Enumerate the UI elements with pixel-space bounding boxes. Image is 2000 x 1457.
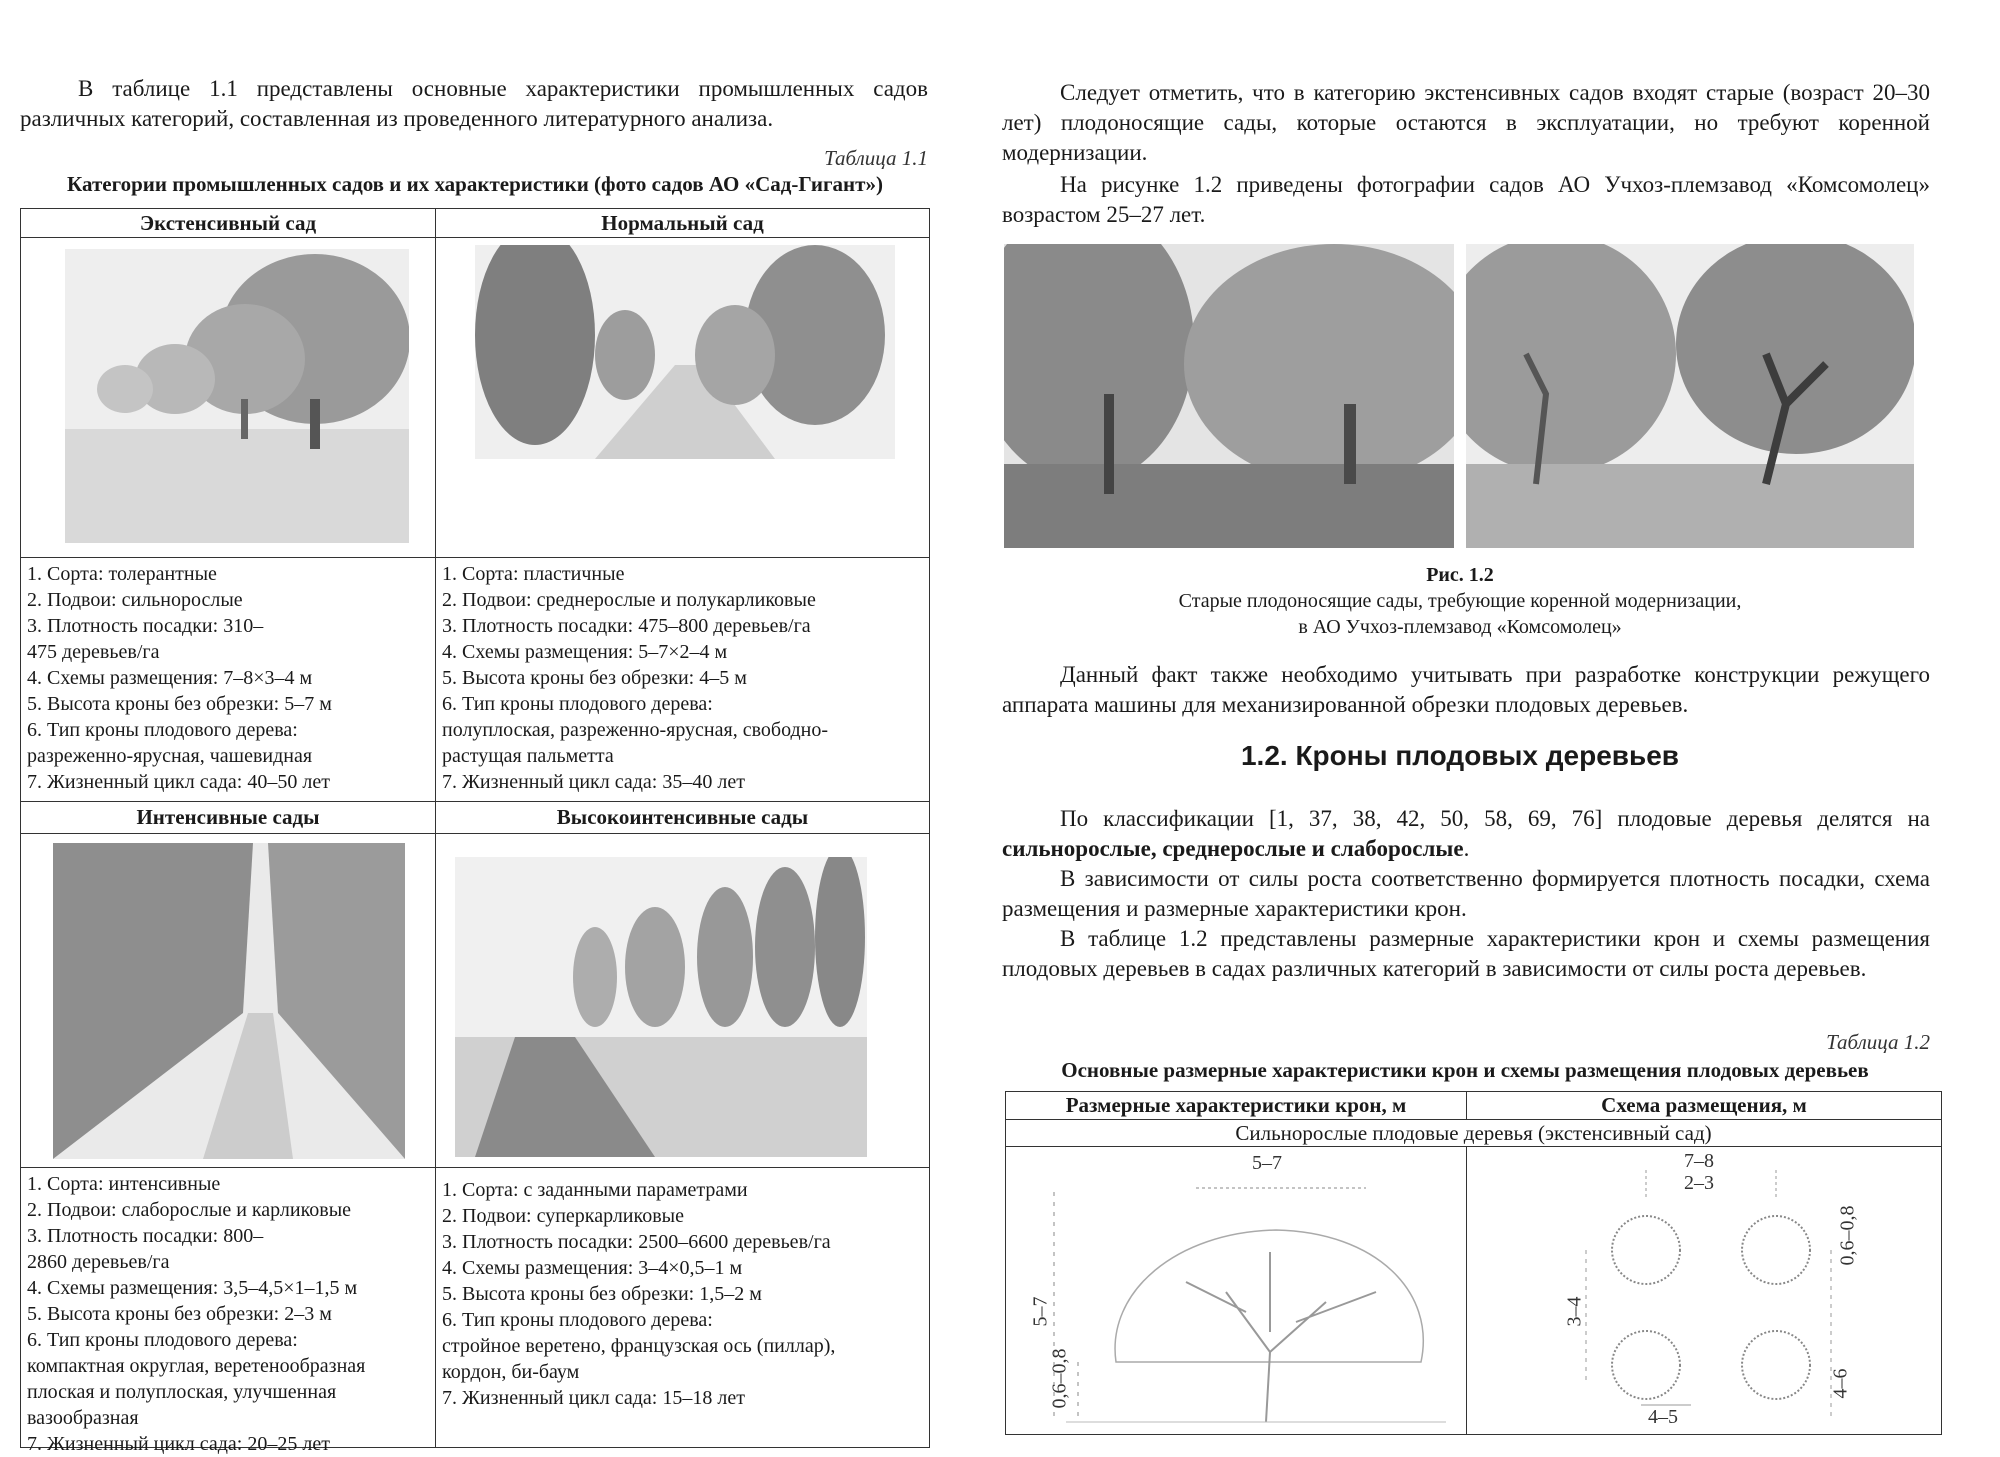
list-item: 3. Плотность посадки: 475–800 деревьев/га: [442, 615, 811, 637]
list-item: 4. Схемы размещения: 5–7×2–4 м: [442, 641, 728, 663]
high-intensive-header: Высокоинтенсивные сады: [556, 805, 809, 829]
list-item: 6. Тип кроны плодового дерева:: [27, 1329, 298, 1351]
bottom-dim: 4–5: [1648, 1406, 1678, 1428]
list-item: 5. Высота кроны без обрезки: 1,5–2 м: [442, 1283, 762, 1305]
figure-caption-line1: Старые плодоносящие сады, требующие коренной модернизации,: [1178, 590, 1742, 612]
extensive-list: [27, 561, 332, 795]
list-item: плоская и полуплоская, улучшенная: [27, 1381, 337, 1403]
high-intensive-list: [442, 1177, 835, 1411]
row-divider: [21, 557, 929, 558]
list-item: 4. Схемы размещения: 3–4×0,5–1 м: [442, 1257, 743, 1279]
intensive-list: [27, 1171, 365, 1457]
list-item: компактная округлая, веретенообразная: [27, 1355, 366, 1377]
classification-bold: сильнорослые, среднерослые и слаборослые: [1002, 836, 1464, 861]
row-divider: [21, 237, 929, 238]
table1-label: Таблица 1.1: [824, 146, 928, 170]
inner-gap-dim: 2–3: [1684, 1172, 1714, 1194]
list-item: 4. Схемы размещения: 7–8×3–4 м: [27, 667, 313, 689]
table1: [20, 208, 930, 1455]
list-item: 7. Жизненный цикл сада: 20–25 лет: [27, 1433, 330, 1455]
extensive-header: Экстенсивный сад: [139, 211, 317, 235]
intensive-header: Интенсивные сады: [136, 805, 320, 829]
figure-label: Рис. 1.2: [1426, 564, 1494, 586]
row-divider: [21, 801, 929, 802]
table2-label: Таблица 1.2: [1826, 1030, 1930, 1054]
list-item: вазообразная: [27, 1407, 139, 1429]
normal-garden-photo: [475, 245, 895, 459]
paragraph-extensive-note: Следует отметить, что в категорию экстенсивных садов входят старые (возраст 20–30 лет) плодоносящие сады, которые остаются в эксплуатации, но требуют коренной модернизации.: [1002, 80, 1930, 165]
paragraph-density: В зависимости от силы роста соответственно формируется плотность посадки, схема размещения и размерные характеристики крон.: [1002, 866, 1930, 921]
list-item: 475 деревьев/га: [27, 641, 160, 663]
table2-row-divider: [1006, 1146, 1941, 1147]
crown-diagram: [1026, 1152, 1456, 1432]
paragraph-figure-ref: На рисунке 1.2 приведены фотографии садов АО Учхоз-племзавод «Комсомолец» возрастом 25–27 лет.: [1002, 172, 1930, 227]
paragraph-design-note: Данный факт также необходимо учитывать при разработке конструкции режущего аппарата машины для механизированной обрезки плодовых деревьев.: [1002, 662, 1930, 717]
table2-title: Основные размерные характеристики крон и схемы размещения плодовых деревьев: [1061, 1058, 1869, 1082]
list-item: 5. Высота кроны без обрезки: 2–3 м: [27, 1303, 332, 1325]
left-page: [0, 0, 960, 1453]
list-item: 7. Жизненный цикл сада: 15–18 лет: [442, 1387, 745, 1409]
table2-col1-header: Размерные характеристики крон, м: [1065, 1093, 1407, 1117]
list-item: 6. Тип кроны плодового дерева:: [27, 719, 298, 741]
list-item: 2. Подвои: сильнорослые: [27, 589, 243, 611]
layout-scheme-diagram: [1476, 1150, 1936, 1432]
crown-diagram-svg: [1026, 1152, 1456, 1432]
list-item: 5. Высота кроны без обрезки: 5–7 м: [27, 693, 332, 715]
list-item: полуплоская, разреженно-ярусная, свободно-: [442, 719, 829, 741]
list-item: растущая пальметта: [442, 745, 614, 767]
normal-header: Нормальный сад: [601, 211, 764, 235]
paragraph-table2-ref: В таблице 1.2 представлены размерные характеристики крон и схемы размещения плодовых деревьев в садах различных категорий в зависимости от силы роста деревьев.: [1002, 926, 1930, 981]
row-spacing-dim: 7–8: [1684, 1150, 1714, 1172]
extensive-garden-photo: [65, 249, 409, 543]
normal-list: [442, 561, 828, 795]
list-item: 3. Плотность посадки: 310–: [27, 615, 264, 637]
table2-body-divider: [1466, 1146, 1467, 1434]
trunk-height-dim: 0,6–0,8: [1048, 1348, 1071, 1409]
list-item: 1. Сорта: толерантные: [27, 563, 217, 585]
list-item: 6. Тип кроны плодового дерева:: [442, 1309, 713, 1331]
old-garden-photo-left: [1004, 244, 1454, 548]
row-divider: [21, 833, 929, 834]
paragraph-classification: [1002, 804, 1930, 864]
list-item: 5. Высота кроны без обрезки: 4–5 м: [442, 667, 747, 689]
table1-title: Категории промышленных садов и их характеристики (фото садов АО «Сад-Гигант»): [67, 172, 883, 196]
crown-height-dim: 5–7: [1029, 1296, 1052, 1327]
list-item: 2. Подвои: среднерослые и полукарликовые: [442, 589, 816, 611]
table2-subheader: Сильнорослые плодовые деревья (экстенсивный сад): [1006, 1119, 1941, 1146]
old-garden-photo-right: [1466, 244, 1914, 548]
list-item: стройное веретено, французская ось (пиллар),: [442, 1335, 836, 1357]
left-side-dim: 3–4: [1563, 1296, 1586, 1327]
list-item: разреженно-ярусная, чашевидная: [27, 745, 313, 767]
list-item: 1. Сорта: пластичные: [442, 563, 625, 585]
right-bottom-dim: 4–6: [1829, 1368, 1852, 1399]
crown-width-dim: 5–7: [1252, 1152, 1282, 1174]
list-item: 2. Подвои: суперкарликовые: [442, 1205, 684, 1227]
high-intensive-garden-photo: [455, 857, 867, 1157]
classification-end: .: [1463, 836, 1470, 861]
right-top-dim: 0,6–0,8: [1836, 1205, 1859, 1266]
row-divider: [21, 1167, 929, 1168]
intro-paragraph: В таблице 1.1 представлены основные характеристики промышленных садов различных категорий, составленная из проведенного литературного анализа.: [20, 76, 928, 131]
list-item: 6. Тип кроны плодового дерева:: [442, 693, 713, 715]
list-item: 2860 деревьев/га: [27, 1251, 170, 1273]
list-item: 3. Плотность посадки: 2500–6600 деревьев/га: [442, 1231, 831, 1253]
intensive-garden-photo: [53, 843, 405, 1159]
list-item: кордон, би-баум: [442, 1361, 580, 1383]
section-heading: 1.2. Кроны плодовых деревьев: [1240, 740, 1680, 771]
list-item: 7. Жизненный цикл сада: 35–40 лет: [442, 771, 745, 793]
list-item: 1. Сорта: интенсивные: [27, 1173, 221, 1195]
table2-col2-header: Схема размещения, м: [1601, 1093, 1807, 1117]
table2: [1005, 1091, 1942, 1435]
list-item: 1. Сорта: с заданными параметрами: [442, 1179, 748, 1201]
list-item: 4. Схемы размещения: 3,5–4,5×1–1,5 м: [27, 1277, 358, 1299]
classification-text: По классификации [1, 37, 38, 42, 50, 58, 69, 76] плодовые деревья делятся на: [1060, 806, 1930, 831]
list-item: 2. Подвои: слаборослые и карликовые: [27, 1199, 352, 1221]
figure-caption-line2: в АО Учхоз-племзавод «Комсомолец»: [1298, 616, 1622, 638]
list-item: 3. Плотность посадки: 800–: [27, 1225, 264, 1247]
list-item: 7. Жизненный цикл сада: 40–50 лет: [27, 771, 330, 793]
